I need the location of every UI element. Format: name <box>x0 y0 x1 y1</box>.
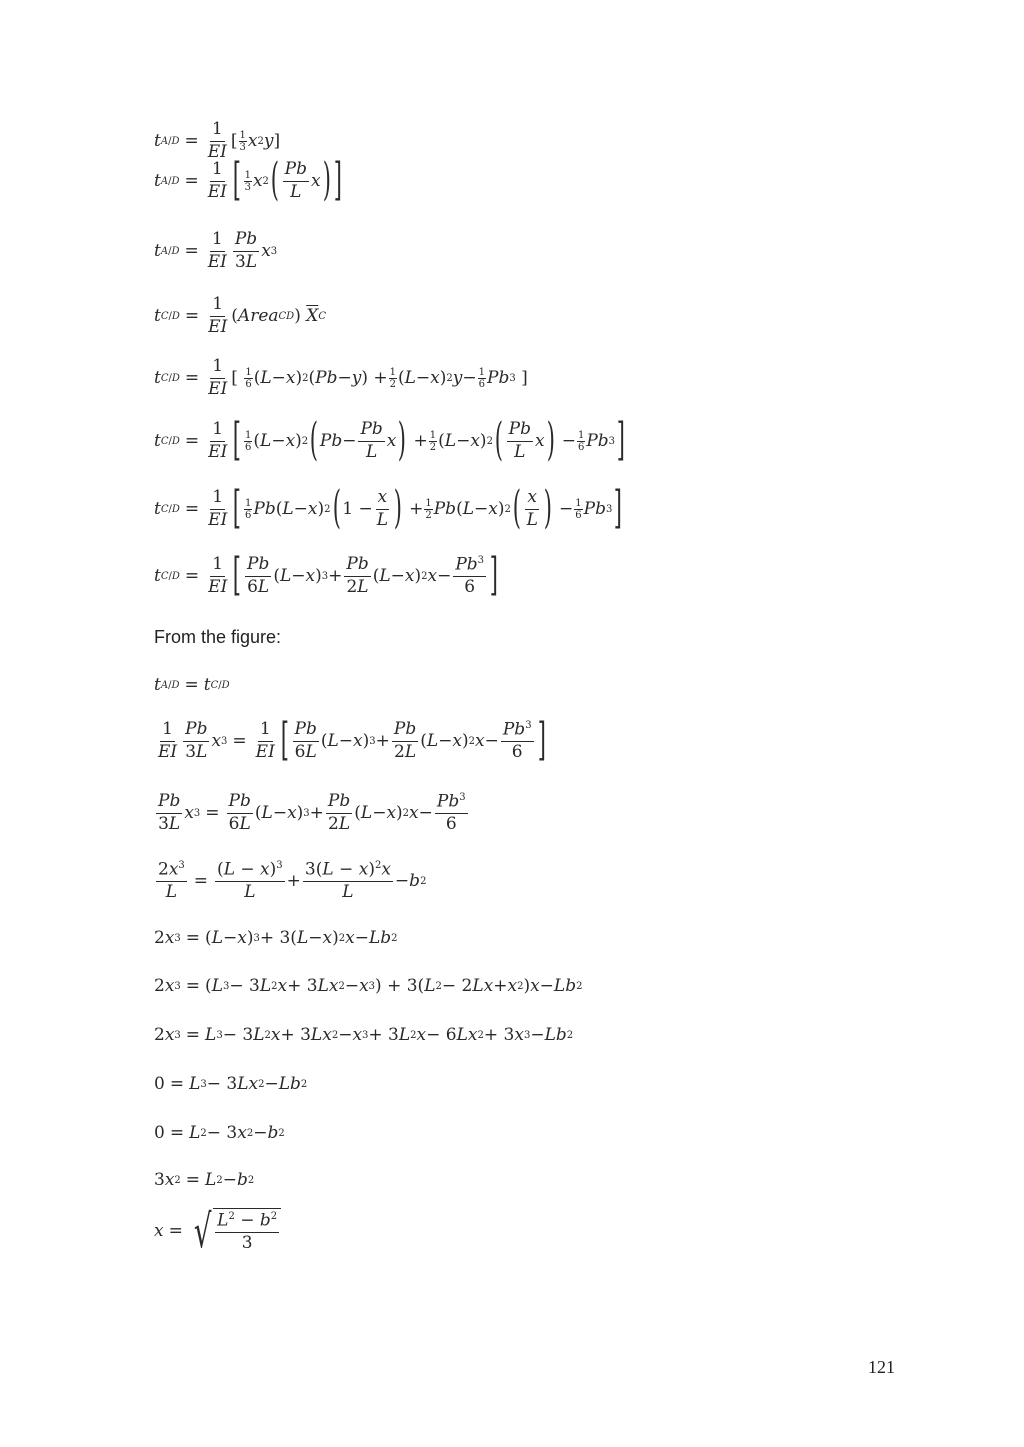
equation-9: t A/D = t C/D <box>154 675 230 695</box>
equation-8: t C/D = $\frac{1}{EI}$ [ $\frac{Pb}{6L}$ ( L − x ) 3 + $\frac{Pb}{2L}$ ( L − x ) 2 x − $\frac{Pb^3}{6}$ ] <box>154 549 499 602</box>
equation-2: t A/D = $\frac{1}{EI}$ [ 1 3 x 2 ( $\frac{Pb}{L}$ x ) ] <box>154 154 343 207</box>
equation-7: t C/D = $\frac{1}{EI}$ [ 1 6 Pb ( L − x ) 2 ( 1 − $\frac{x}{L}$ ) + 1 2 Pb ( L − x ) 2 ( $\frac{x}{L}$ ) − 1 6 Pb 3 ] <box>154 482 623 535</box>
equation-12: $\frac{2x^3}{L}$ = $\frac{(L - x)^3}{L}$ + $\frac{3(L - x)^2x}{L}$ − b 2 <box>158 859 427 903</box>
equation-18: 3 x 2 = L 2 − b 2 <box>154 1170 255 1190</box>
equation-10: $\frac{1}{EI}$ $\frac{Pb}{3L}$ x 3 = $\frac{1}{EI}$ [ $\frac{Pb}{6L}$ ( L − x ) 3 + $\frac{Pb}{2L}$ ( L − x ) 2 x − $\frac{Pb^3}{6}$ ] <box>158 714 546 767</box>
equation-17: 0 = L 2 − 3 x 2 − b 2 <box>154 1123 285 1143</box>
equation-16: 0 = L 3 − 3 Lx 2 − Lb 2 <box>154 1074 308 1094</box>
equation-11: $\frac{Pb}{3L}$ x 3 = $\frac{Pb}{6L}$ ( L − x ) 3 + $\frac{Pb}{2L}$ ( L − x ) 2 x − $\frac{Pb^3}{6}$ <box>158 791 466 835</box>
equation-6: t C/D = $\frac{1}{EI}$ [ 1 6 ( L − x ) 2 ( Pb − $\frac{Pb}{L}$ x ) + 1 2 ( L − x ) 2 ( $\frac{Pb}{L}$ x ) − 1 6 Pb 3 ] <box>154 414 625 467</box>
equation-4: t C/D = $\frac{1}{EI}$ ( Area CD ) $\overline{X}$ C <box>154 294 327 337</box>
equation-13: 2 x 3 = ( L − x ) 3 + 3( L − x ) 2 x − Lb 2 <box>154 928 398 948</box>
equation-5: t C/D = $\frac{1}{EI}$ [ 1 6 ( L − x ) 2 ( Pb − y ) + 1 2 ( L − x ) 2 y − 1 6 Pb 3 ] <box>154 356 528 399</box>
equation-14: 2 x 3 = ( L 3 − 3 L 2 x + 3 Lx 2 − x 3 ) + 3( L 2 − 2 Lx + x 2 ) x − Lb 2 <box>154 976 583 996</box>
from-figure-text: From the figure: <box>154 627 282 647</box>
equation-19: x = √ $\frac{L^2 - b^2}{3}$ <box>154 1208 281 1254</box>
equation-1: t A/D = $\frac{1}{EI}$ [ 1 3 x 2 y ] <box>154 119 281 162</box>
equation-3: t A/D = $\frac{1}{EI}$ $\frac{Pb}{3L}$ x 3 <box>154 229 278 272</box>
page-number: 121 <box>868 1357 895 1377</box>
equation-15: 2 x 3 = L 3 − 3 L 2 x + 3 Lx 2 − x 3 + 3 L 2 x − 6 Lx 2 + 3 x 3 − Lb 2 <box>154 1025 574 1045</box>
